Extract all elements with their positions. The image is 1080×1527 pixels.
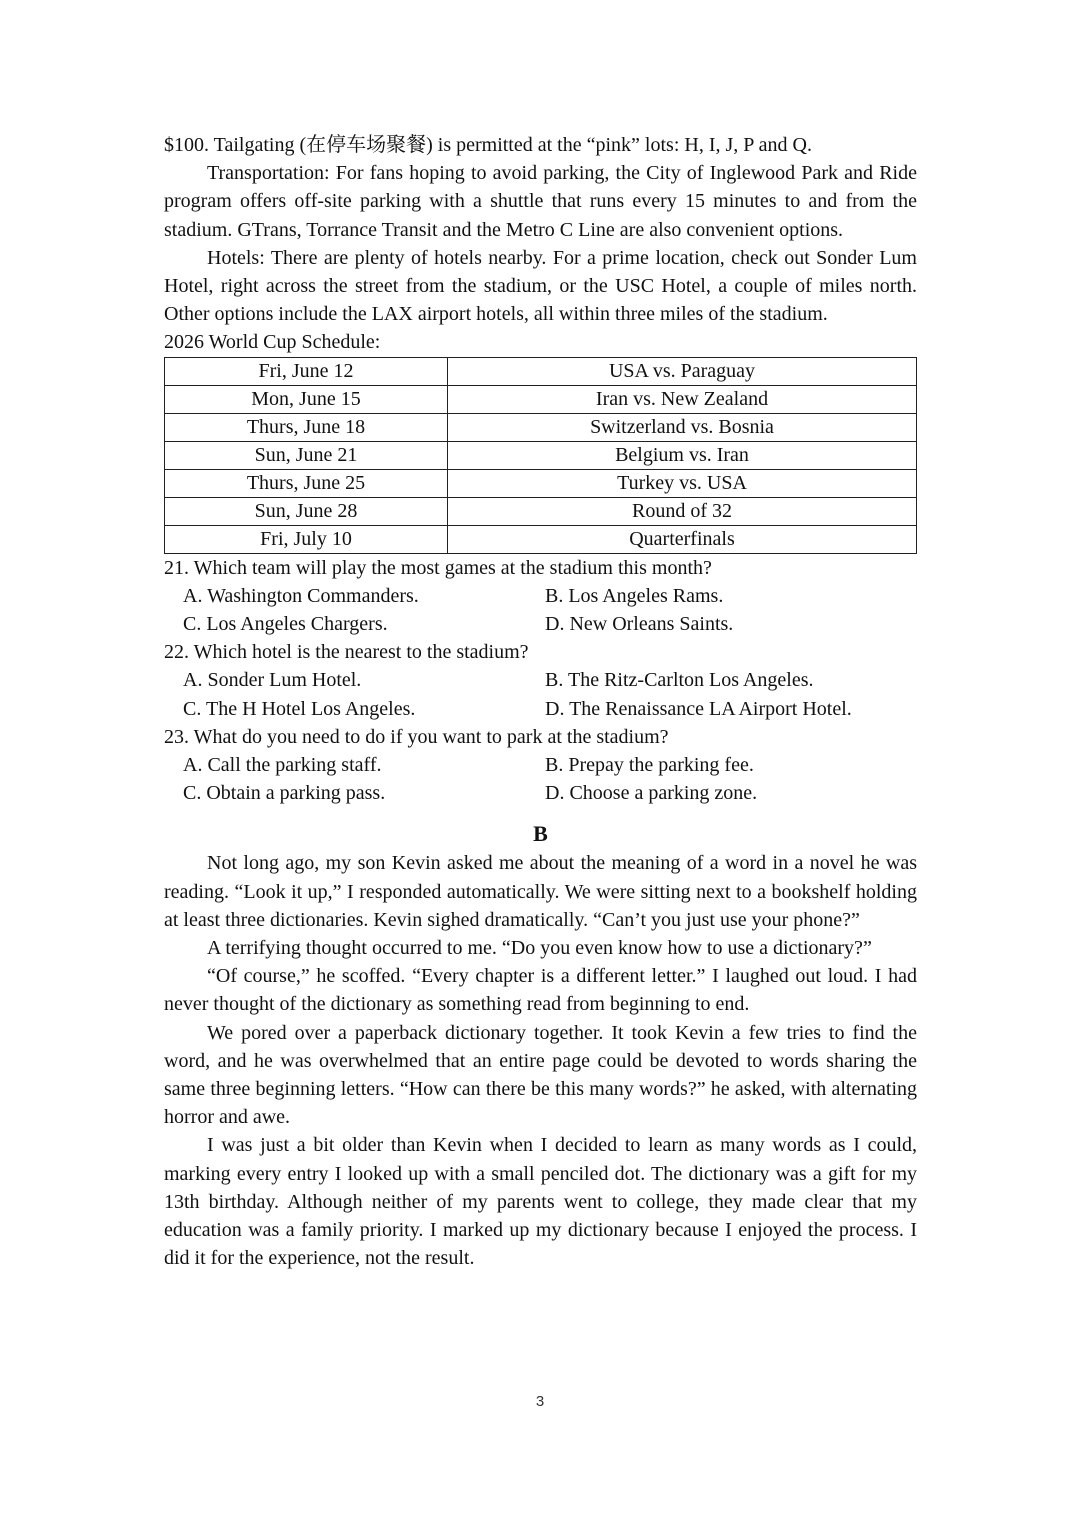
table-row (165, 441, 917, 469)
option-b: B. The Ritz-Carlton Los Angeles. (545, 669, 814, 692)
passage-b-paragraph: A terrifying thought occurred to me. “Do you even know how to use a dictionary?” (207, 936, 872, 959)
table-row (165, 385, 917, 413)
option-row (164, 695, 917, 723)
passage-b-paragraph: “Of course,” he scoffed. “Every chapter is a different letter.” I laughed out loud. I had never thought of the dictionary as something read from beginning to end. (164, 965, 917, 1016)
schedule-date: Sun, June 21 (165, 441, 448, 469)
schedule-caption: 2026 World Cup Schedule: (164, 331, 381, 354)
schedule-date: Thurs, June 25 (165, 469, 448, 497)
table-row (165, 525, 917, 553)
table-row (165, 497, 917, 525)
schedule-date: Mon, June 15 (165, 385, 448, 413)
passage-a-continuation (164, 131, 917, 328)
table-row (165, 357, 917, 385)
passage-b-paragraph: We pored over a paperback dictionary together. It took Kevin a few tries to find the word, and he was overwhelmed that an entire page could be devoted to words sharing the same three beginning letters. “How can there be this many words?” he asked, with alternating horror and awe. (164, 1021, 917, 1129)
option-d: D. The Renaissance LA Airport Hotel. (545, 697, 852, 720)
schedule-match: Switzerland vs. Bosnia (448, 413, 917, 441)
option-b: B. Los Angeles Rams. (545, 584, 724, 607)
option-b: B. Prepay the parking fee. (545, 753, 754, 776)
question-stem: 21. Which team will play the most games at the stadium this month? (164, 556, 712, 579)
passage-b (164, 849, 917, 1272)
table-row (165, 413, 917, 441)
question-stem: 22. Which hotel is the nearest to the stadium? (164, 641, 529, 664)
schedule-match: Belgium vs. Iran (448, 441, 917, 469)
option-c: C. The H Hotel Los Angeles. (183, 697, 416, 720)
section-b-heading: B (533, 821, 548, 847)
schedule-table (164, 357, 917, 554)
schedule-match: Round of 32 (448, 497, 917, 525)
question-23 (164, 723, 917, 808)
schedule-date: Sun, June 28 (165, 497, 448, 525)
option-a: A. Call the parking staff. (183, 753, 382, 776)
tailgating-paragraph: $100. Tailgating (在停车场聚餐) is permitted at the “pink” lots: H, I, J, P and Q. (164, 134, 812, 156)
option-row (164, 779, 917, 807)
schedule-date: Fri, July 10 (165, 525, 448, 553)
schedule-match: Turkey vs. USA (448, 469, 917, 497)
option-row (164, 610, 917, 638)
page-number: 3 (535, 1393, 545, 1410)
transportation-paragraph: Transportation: For fans hoping to avoid parking, the City of Inglewood Park and Ride program offers off-site parking with a shuttle that runs every 15 minutes to and from the stadium. GTrans, Torrance Transit and the Metro C Line are also convenient options. (164, 162, 917, 241)
question-21 (164, 554, 917, 639)
passage-b-paragraph: I was just a bit older than Kevin when I decided to learn as many words as I could, marking every entry I looked up with a small penciled dot. The dictionary was a gift for my 13th birthday. Although neither of my parents went to college, they made clear that my education was a family priority. I marked up my dictionary because I enjoyed the process. I did it for the experience, not the result. (164, 1134, 917, 1270)
question-22 (164, 638, 917, 723)
page-content (164, 131, 917, 1272)
schedule-match: USA vs. Paraguay (448, 357, 917, 385)
option-d: D. Choose a parking zone. (545, 782, 758, 805)
hotels-paragraph: Hotels: There are plenty of hotels nearby. For a prime location, check out Sonder Lum Hotel, right across the street from the stadium, or the USC Hotel, a couple of miles north. Other options include the LAX airport hotels, all within three miles of the stadium. (164, 246, 917, 326)
option-row (164, 666, 917, 694)
schedule-date: Thurs, June 18 (165, 413, 448, 441)
schedule-date: Fri, June 12 (165, 357, 448, 385)
table-row (165, 469, 917, 497)
option-a: A. Washington Commanders. (183, 584, 419, 607)
option-a: A. Sonder Lum Hotel. (183, 669, 362, 692)
option-row (164, 582, 917, 610)
passage-b-paragraph: Not long ago, my son Kevin asked me about the meaning of a word in a novel he was reading. “Look it up,” I responded automatically. We were sitting next to a bookshelf holding at least three dictionaries. Kevin sighed dramatically. “Can’t you just use your phone?” (164, 852, 917, 931)
option-row (164, 751, 917, 779)
schedule-match: Iran vs. New Zealand (448, 385, 917, 413)
question-stem: 23. What do you need to do if you want to park at the stadium? (164, 725, 669, 748)
schedule-match: Quarterfinals (448, 525, 917, 553)
option-d: D. New Orleans Saints. (545, 613, 734, 635)
option-c: C. Obtain a parking pass. (183, 782, 386, 805)
option-c: C. Los Angeles Chargers. (183, 613, 388, 635)
